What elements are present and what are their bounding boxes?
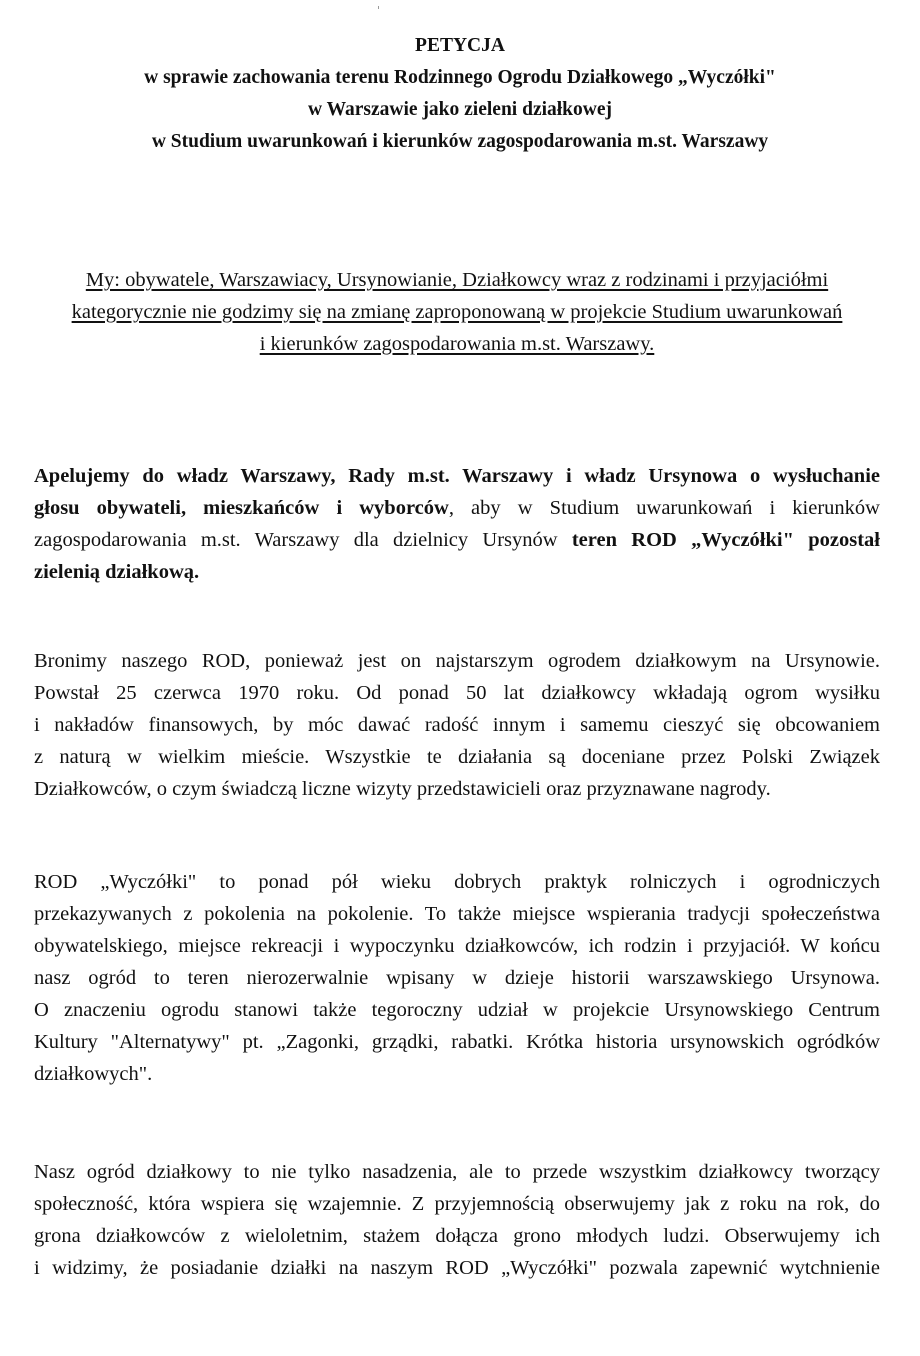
paragraph-line: Powstał 25 czerwca 1970 roku. Od ponad 50 lat działkowcy wkładają ogrom wysiłku xyxy=(34,682,880,704)
paragraph-tradition xyxy=(34,866,880,1090)
paragraph-line: nasz ogród to teren nierozerwalnie wpisany w dzieje historii warszawskiego Ursynowa. xyxy=(34,967,880,989)
declaration xyxy=(34,264,880,360)
paragraph-line: Bronimy naszego ROD, ponieważ jest on najstarszym ogrodem działkowym na Ursynowie. xyxy=(34,650,880,672)
declaration-line-1: My: obywatele, Warszawiacy, Ursynowianie, Działkowcy wraz z rodzinami i przyjaciółmi xyxy=(85,269,829,291)
paragraph-line: z naturą w wielkim mieście. Wszystkie te działania są doceniane przez Polski Związek xyxy=(34,746,880,768)
petition-heading: PETYCJA xyxy=(415,35,505,56)
title-block xyxy=(0,30,920,158)
title-line-3: w Studium uwarunkowań i kierunków zagospodarowania m.st. Warszawy xyxy=(151,131,769,152)
paragraph-line: i nakładów finansowych, by móc dawać radość innym i samemu cieszyć się obcowaniem xyxy=(34,714,880,736)
paragraph-line: Działkowców, o czym świadczą liczne wizyty przedstawicieli oraz przyznawane nagrody. xyxy=(34,778,771,800)
title-line-2: w Warszawie jako zieleni działkowej xyxy=(307,99,613,120)
paragraph-line: Nasz ogród działkowy to nie tylko nasadzenia, ale to przede wszystkim działkowcy tworzący xyxy=(34,1161,880,1183)
appeal-line-2-rest: , aby w Studium uwarunkowań i kierunków xyxy=(448,497,880,519)
appeal-line-2-bold: głosu obywateli, mieszkańców i wyborców xyxy=(34,497,449,519)
paragraph-history xyxy=(34,645,880,805)
appeal-line-1: Apelujemy do władz Warszawy, Rady m.st. Warszawy i władz Ursynowa o wysłuchanie xyxy=(34,465,880,487)
declaration-line-3: i kierunków zagospodarowania m.st. Warszawy. xyxy=(259,333,655,355)
paragraph-line: przekazywanych z pokolenia na pokolenie. To także miejsce wspierania tradycji społeczeństwa xyxy=(34,903,880,925)
paragraph-line: obywatelskiego, miejsce rekreacji i wypoczynku działkowców, ich rodzin i przyjaciół. W końcu xyxy=(34,935,880,957)
paragraph-line: działkowych". xyxy=(34,1063,153,1085)
paragraph-line: ROD „Wyczółki" to ponad pół wieku dobrych praktyk rolniczych i ogrodniczych xyxy=(34,871,880,893)
paragraph-line: O znaczeniu ogrodu stanowi także tegoroczny udział w projekcie Ursynowskiego Centrum xyxy=(34,999,880,1021)
paragraph-line: Kultury "Alternatywy" pt. „Zagonki, grządki, rabatki. Krótka historia ursynowskich ogródków xyxy=(34,1031,880,1053)
appeal-line-4: zielenią działkową. xyxy=(34,561,200,583)
paragraph-line: i widzimy, że posiadanie działki na naszym ROD „Wyczółki" pozwala zapewnić wytchnienie xyxy=(34,1257,880,1279)
scan-mark xyxy=(378,6,379,9)
paragraph-line: grona działkowców z wieloletnim, stażem dołącza grono młodych ludzi. Obserwujemy ich xyxy=(34,1225,880,1247)
appeal-paragraph xyxy=(34,460,880,588)
declaration-line-2: kategorycznie nie godzimy się na zmianę zaproponowaną w projekcie Studium uwarunkowań xyxy=(71,301,843,323)
appeal-line-3-text: zagospodarowania m.st. Warszawy dla dzielnicy Ursynów xyxy=(34,529,572,551)
appeal-line-2 xyxy=(34,492,880,524)
paragraph-line: społeczność, która wspiera się wzajemnie. Z przyjemnością obserwujemy jak z roku na rok, do xyxy=(34,1193,880,1215)
appeal-line-3 xyxy=(34,524,880,556)
title-line-1: w sprawie zachowania terenu Rodzinnego Ogrodu Działkowego „Wyczółki" xyxy=(144,67,776,88)
appeal-line-3-bold: teren ROD „Wyczółki" pozostał xyxy=(571,529,880,551)
paragraph-community xyxy=(34,1156,880,1284)
